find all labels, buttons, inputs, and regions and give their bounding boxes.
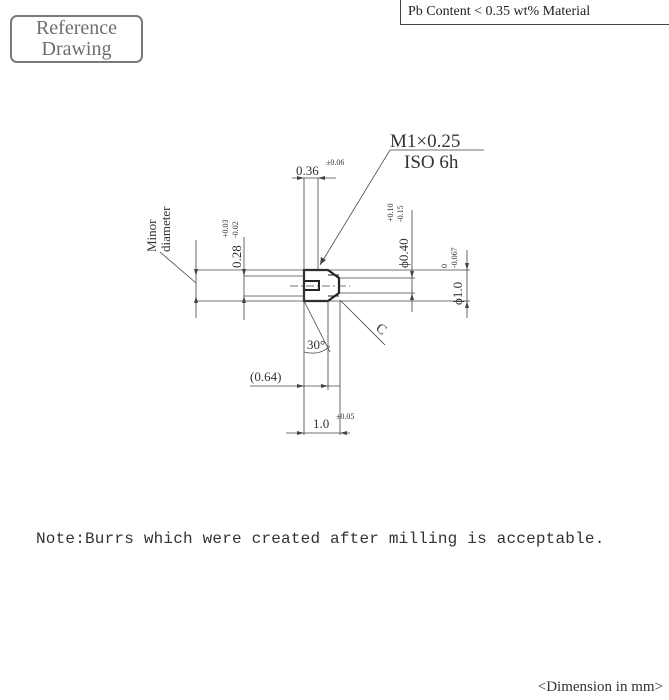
arrow-minor-dia-top [194, 269, 198, 276]
dimension-units-label: <Dimension in mm> [537, 679, 663, 695]
outer-diameter-value: ϕ1.0 [450, 281, 465, 305]
arrow-tip-top [410, 271, 414, 278]
slot-width-label: 0.36 [296, 163, 319, 178]
thread-length-label: (0.64) [250, 369, 282, 384]
arrow-thread-len-left [297, 384, 304, 388]
tip-tol-upper: +0.10 [386, 203, 395, 222]
arrow-overall-right [340, 431, 347, 435]
chamfer-leader [340, 300, 385, 345]
minor-diameter-label-1: Minor [144, 219, 159, 252]
arrow-outer-bottom [465, 301, 469, 308]
thread-tolerance-label: ISO 6h [404, 152, 459, 173]
chamfer-label: C [372, 320, 389, 339]
arrow-overall-left [297, 431, 304, 435]
arrow-thread-len-right [321, 384, 328, 388]
overall-length-label: 1.0 [313, 416, 330, 431]
slot-outline [304, 281, 319, 290]
arrow-thread-spec [320, 257, 326, 265]
stamp-line-1: Reference [35, 17, 118, 39]
tip-tol-lower: -0.15 [396, 205, 405, 222]
minor-diameter-label-2: diameter [158, 206, 173, 252]
slot-width-tol-label: ±0.06 [326, 158, 345, 167]
minor-diameter-value: 0.28 [229, 245, 244, 268]
minor-diameter-leader [160, 252, 196, 283]
angle-label: 30° [307, 337, 326, 352]
arrow-tip-bottom [410, 293, 414, 300]
arrow-minor-top [242, 269, 246, 276]
minor-tol-lower: -0.02 [231, 221, 240, 238]
arrow-minor-bottom [242, 296, 246, 303]
arrow-slot-right [318, 176, 325, 180]
stamp-line-2: Drawing [41, 38, 112, 60]
minor-tol-upper: +0.03 [221, 219, 230, 238]
overall-length-tol-label: ±0.05 [336, 412, 355, 421]
outer-tol-upper: 0 [440, 264, 449, 268]
burr-note: Note:Burrs which were created after milling is acceptable. [36, 530, 605, 548]
arrow-minor-dia-bottom [194, 296, 198, 303]
tip-diameter-value: ϕ0.40 [396, 238, 411, 268]
outer-tol-lower: -0.067 [450, 247, 459, 268]
arrow-outer-top [465, 263, 469, 270]
thread-spec-label: M1×0.25 [390, 131, 461, 152]
material-spec-text: Pb Content < 0.35 wt% Material [408, 4, 591, 19]
